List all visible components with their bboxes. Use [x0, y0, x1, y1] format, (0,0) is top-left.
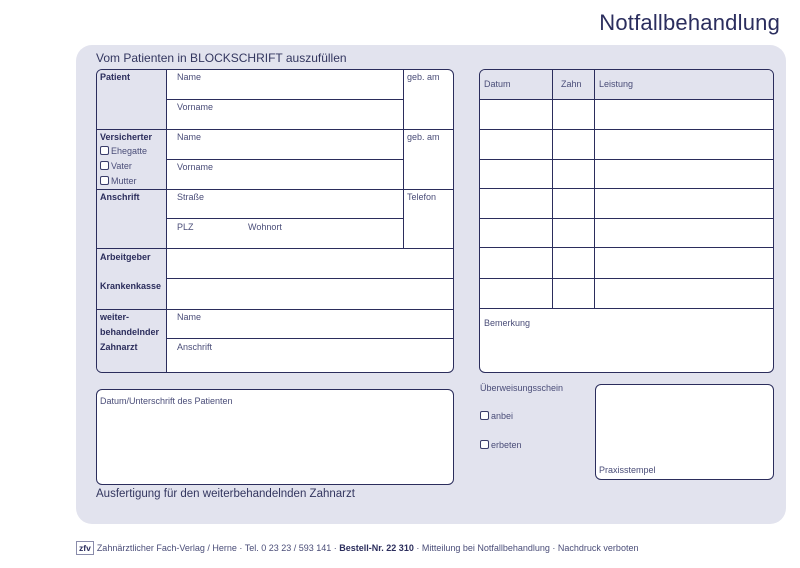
versicherter-vorname-field[interactable]: Vorname — [177, 162, 214, 172]
footer-publisher: Zahnärztlicher Fach-Verlag / Herne · Tel. 0 23 23 / 593 141 · — [96, 543, 340, 553]
mutter-option[interactable]: Mutter — [100, 176, 137, 186]
checkbox-icon[interactable] — [100, 146, 109, 155]
column-header-zahn: Zahn — [561, 79, 582, 89]
footer — [76, 541, 638, 555]
column-header-leistung: Leistung — [599, 79, 634, 89]
column-header-datum: Datum — [484, 79, 511, 89]
treatment-table — [479, 69, 774, 373]
arbeitgeber-field[interactable] — [168, 250, 452, 277]
referral-erbeten-option[interactable]: erbeten — [480, 440, 522, 450]
patient-table — [96, 69, 454, 373]
telefon-field[interactable]: Telefon — [407, 192, 437, 202]
stamp-box[interactable] — [595, 384, 774, 480]
zahnarzt-label-3: Zahnarzt — [100, 342, 138, 352]
footer-order-number: Bestell-Nr. 22 310 — [339, 543, 414, 553]
checkbox-icon[interactable] — [100, 161, 109, 170]
publisher-logo: zfv — [76, 541, 94, 555]
referral-label: Überweisungsschein — [480, 383, 564, 393]
signature-box[interactable] — [96, 389, 454, 485]
zahnarzt-label-2: behandelnder — [100, 327, 160, 337]
versicherter-name-field[interactable]: Name — [177, 132, 202, 142]
plz-field[interactable]: PLZ — [177, 222, 194, 232]
patient-name-field[interactable]: Name — [177, 72, 202, 82]
copy-note: Ausfertigung für den weiterbehandelnden Zahnarzt — [96, 488, 355, 500]
bemerkung-field[interactable]: Bemerkung — [484, 318, 531, 328]
form-title: Notfallbehandlung — [599, 10, 780, 35]
patient-vorname-field[interactable]: Vorname — [177, 102, 214, 112]
anschrift-label: Anschrift — [100, 192, 140, 202]
form-subtitle: Vom Patienten in BLOCKSCHRIFT auszufüllen — [96, 51, 347, 65]
zahnarzt-name-field[interactable]: Name — [177, 312, 202, 322]
vater-option[interactable]: Vater — [100, 161, 132, 171]
strasse-field[interactable]: Straße — [177, 192, 205, 202]
arbeitgeber-label: Arbeitgeber — [100, 252, 151, 262]
krankenkasse-field[interactable] — [168, 280, 452, 307]
zahnarzt-label-1: weiter- — [100, 312, 130, 322]
versicherter-geb-field[interactable]: geb. am — [407, 132, 440, 142]
checkbox-icon[interactable] — [480, 411, 489, 420]
patient-geb-field[interactable]: geb. am — [407, 72, 440, 82]
ehegatte-option[interactable]: Ehegatte — [100, 146, 147, 156]
signature-label: Datum/Unterschrift des Patienten — [100, 396, 233, 406]
referral-anbei-option[interactable]: anbei — [480, 411, 513, 421]
zahnarzt-anschrift-field[interactable]: Anschrift — [177, 342, 213, 352]
patient-label: Patient — [100, 72, 131, 82]
checkbox-icon[interactable] — [480, 440, 489, 449]
checkbox-icon[interactable] — [100, 176, 109, 185]
versicherter-label: Versicherter — [100, 132, 153, 142]
footer-rest: · Mitteilung bei Notfallbehandlung · Nachdruck verboten — [413, 543, 639, 553]
wohnort-field[interactable]: Wohnort — [248, 222, 282, 232]
stamp-label: Praxisstempel — [599, 465, 656, 475]
krankenkasse-label: Krankenkasse — [100, 281, 162, 291]
